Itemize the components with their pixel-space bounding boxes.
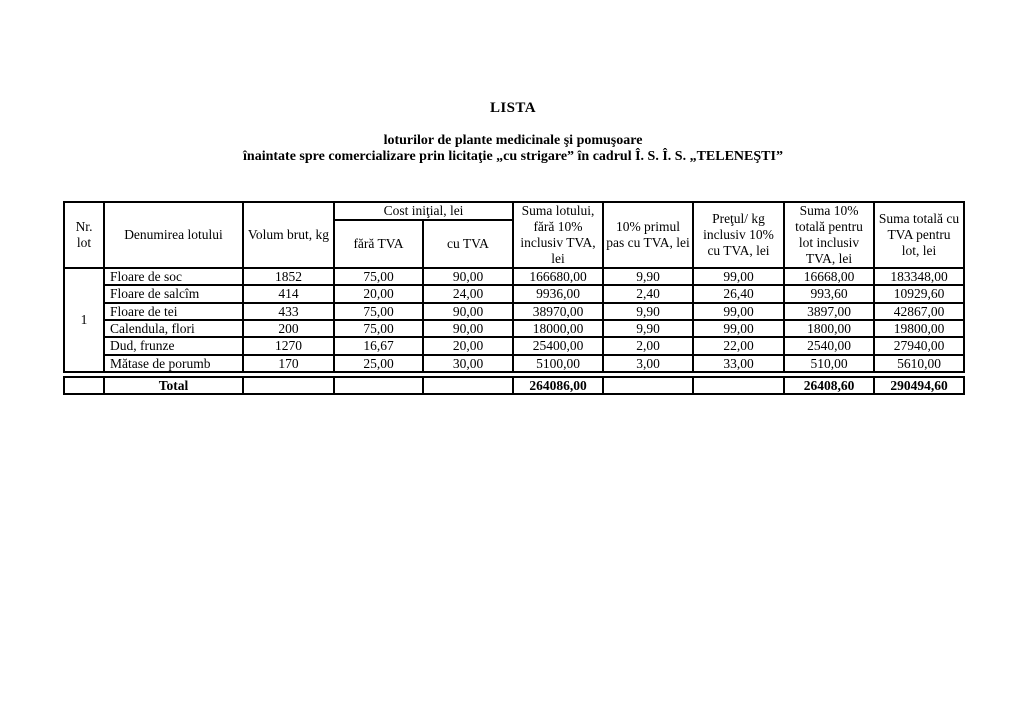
suma-totala-cell: 27940,00 bbox=[874, 337, 964, 354]
total-fara-tva-empty-cell bbox=[334, 377, 423, 394]
total-nr-lot-empty-cell bbox=[64, 377, 104, 394]
lots-table bbox=[63, 201, 965, 373]
lot-name-cell: Floare de tei bbox=[104, 303, 243, 320]
primul-pas-cell: 9,90 bbox=[603, 320, 693, 337]
suma-lotului-cell: 25400,00 bbox=[513, 337, 603, 354]
cost-cu-tva-cell: 24,00 bbox=[423, 285, 513, 302]
table-row bbox=[64, 268, 964, 285]
table-row bbox=[64, 320, 964, 337]
page-subtitle bbox=[13, 133, 1013, 165]
total-cu-tva-empty-cell bbox=[423, 377, 513, 394]
cost-fara-tva-cell: 75,00 bbox=[334, 303, 423, 320]
total-suma-10-cell: 26408,60 bbox=[784, 377, 874, 394]
table-row bbox=[64, 355, 964, 372]
lot-name-cell: Floare de soc bbox=[104, 268, 243, 285]
total-volume-empty-cell bbox=[243, 377, 334, 394]
volume-cell: 414 bbox=[243, 285, 334, 302]
cost-cu-tva-cell: 30,00 bbox=[423, 355, 513, 372]
suma-lotului-cell: 5100,00 bbox=[513, 355, 603, 372]
pret-kg-cell: 22,00 bbox=[693, 337, 784, 354]
total-suma-totala-cell: 290494,60 bbox=[874, 377, 964, 394]
total-pret-kg-empty-cell bbox=[693, 377, 784, 394]
suma-totala-cell: 183348,00 bbox=[874, 268, 964, 285]
primul-pas-cell: 9,90 bbox=[603, 268, 693, 285]
table-row bbox=[64, 285, 964, 302]
suma-totala-cell: 42867,00 bbox=[874, 303, 964, 320]
total-suma-lotului-cell: 264086,00 bbox=[513, 377, 603, 394]
pret-kg-cell: 26,40 bbox=[693, 285, 784, 302]
table-row bbox=[64, 337, 964, 354]
cost-fara-tva-cell: 75,00 bbox=[334, 320, 423, 337]
subtitle-line-2: înaintate spre comercializare prin licitaţie „cu strigare” în cadrul Î. S. Î. S. „TELENEŞTI” bbox=[243, 149, 783, 164]
suma-totala-cell: 5610,00 bbox=[874, 355, 964, 372]
header-volum: Volum brut, kg bbox=[243, 202, 334, 268]
suma-10-cell: 3897,00 bbox=[784, 303, 874, 320]
pret-kg-cell: 33,00 bbox=[693, 355, 784, 372]
header-cost-initial: Cost iniţial, lei bbox=[334, 202, 513, 220]
total-primul-pas-empty-cell bbox=[603, 377, 693, 394]
primul-pas-cell: 3,00 bbox=[603, 355, 693, 372]
suma-lotului-cell: 18000,00 bbox=[513, 320, 603, 337]
lot-number-cell: 1 bbox=[64, 268, 104, 372]
header-nr-lot: Nr. lot bbox=[64, 202, 104, 268]
subtitle-line-1: loturilor de plante medicinale şi pomuşoare bbox=[383, 133, 643, 148]
header-suma-lotului: Suma lotului, fără 10% inclusiv TVA, lei bbox=[513, 202, 603, 268]
lot-name-cell: Calendula, flori bbox=[104, 320, 243, 337]
pret-kg-cell: 99,00 bbox=[693, 303, 784, 320]
primul-pas-cell: 2,40 bbox=[603, 285, 693, 302]
volume-cell: 1852 bbox=[243, 268, 334, 285]
header-primul-pas: 10% primul pas cu TVA, lei bbox=[603, 202, 693, 268]
cost-cu-tva-cell: 90,00 bbox=[423, 303, 513, 320]
suma-10-cell: 2540,00 bbox=[784, 337, 874, 354]
header-cu-tva: cu TVA bbox=[423, 220, 513, 268]
cost-fara-tva-cell: 16,67 bbox=[334, 337, 423, 354]
cost-fara-tva-cell: 75,00 bbox=[334, 268, 423, 285]
header-fara-tva: fără TVA bbox=[334, 220, 423, 268]
volume-cell: 433 bbox=[243, 303, 334, 320]
suma-lotului-cell: 166680,00 bbox=[513, 268, 603, 285]
pret-kg-cell: 99,00 bbox=[693, 320, 784, 337]
suma-totala-cell: 10929,60 bbox=[874, 285, 964, 302]
suma-10-cell: 993,60 bbox=[784, 285, 874, 302]
cost-cu-tva-cell: 90,00 bbox=[423, 320, 513, 337]
lot-name-cell: Dud, frunze bbox=[104, 337, 243, 354]
header-suma-10: Suma 10% totală pentru lot inclusiv TVA, lei bbox=[784, 202, 874, 268]
volume-cell: 1270 bbox=[243, 337, 334, 354]
header-pret-kg: Preţul/ kg inclusiv 10% cu TVA, lei bbox=[693, 202, 784, 268]
pret-kg-cell: 99,00 bbox=[693, 268, 784, 285]
suma-totala-cell: 19800,00 bbox=[874, 320, 964, 337]
suma-10-cell: 1800,00 bbox=[784, 320, 874, 337]
table-row bbox=[64, 303, 964, 320]
cost-cu-tva-cell: 20,00 bbox=[423, 337, 513, 354]
cost-fara-tva-cell: 20,00 bbox=[334, 285, 423, 302]
header-denumirea: Denumirea lotului bbox=[104, 202, 243, 268]
primul-pas-cell: 9,90 bbox=[603, 303, 693, 320]
header-suma-totala: Suma totală cu TVA pentru lot, lei bbox=[874, 202, 964, 268]
primul-pas-cell: 2,00 bbox=[603, 337, 693, 354]
cost-cu-tva-cell: 90,00 bbox=[423, 268, 513, 285]
volume-cell: 200 bbox=[243, 320, 334, 337]
total-label-cell: Total bbox=[104, 377, 243, 394]
total-row-table bbox=[63, 376, 965, 395]
suma-lotului-cell: 9936,00 bbox=[513, 285, 603, 302]
page-title: LISTA bbox=[490, 100, 536, 116]
suma-10-cell: 510,00 bbox=[784, 355, 874, 372]
total-row bbox=[64, 377, 964, 394]
suma-10-cell: 16668,00 bbox=[784, 268, 874, 285]
lot-name-cell: Floare de salcîm bbox=[104, 285, 243, 302]
volume-cell: 170 bbox=[243, 355, 334, 372]
lot-name-cell: Mătase de porumb bbox=[104, 355, 243, 372]
cost-fara-tva-cell: 25,00 bbox=[334, 355, 423, 372]
suma-lotului-cell: 38970,00 bbox=[513, 303, 603, 320]
